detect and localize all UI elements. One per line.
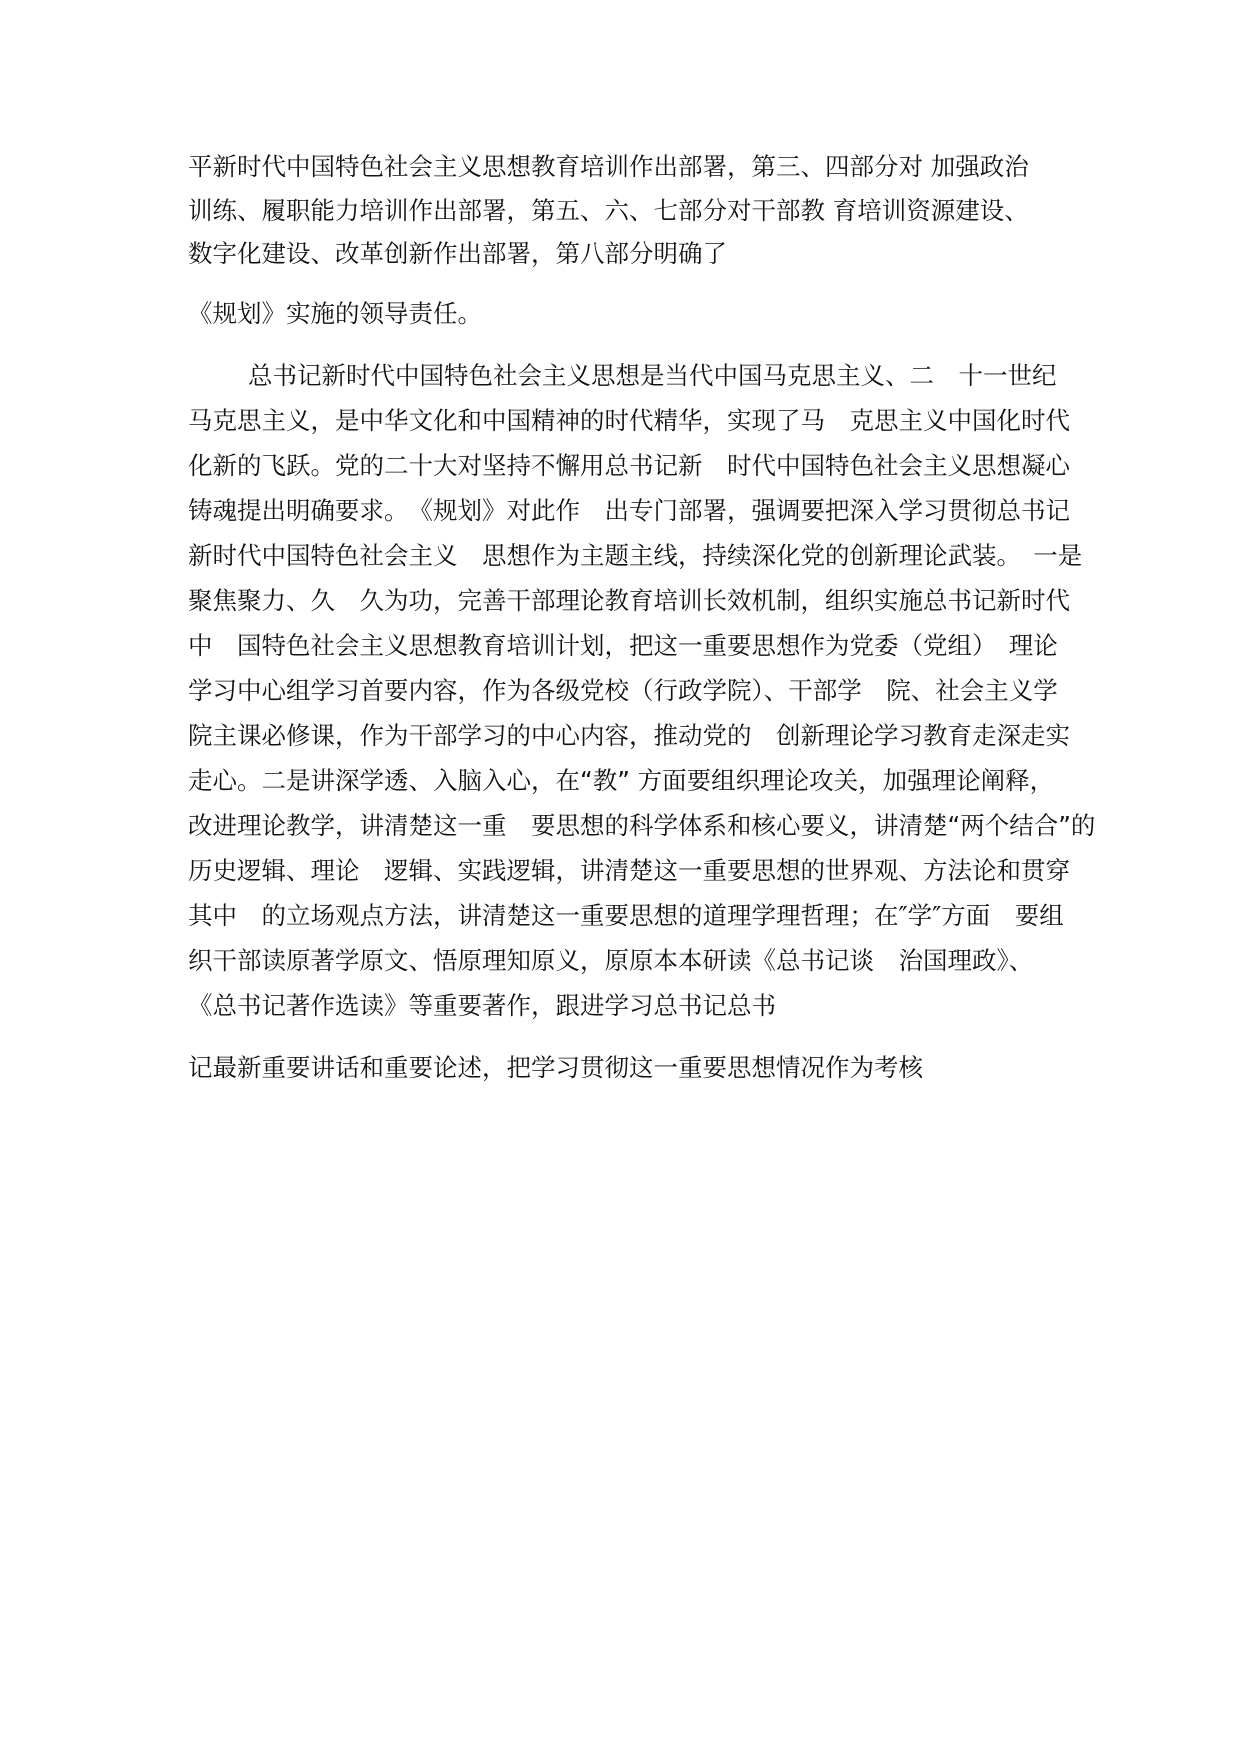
text-line: 中 国特色社会主义思想教育培训计划，把这一重要思想作为党委（党组） 理论 [188, 631, 1058, 660]
text-line: 铸魂提出明确要求。 《规划》对此作 出专门部署，强调要把深入学习贯彻总书记 [188, 496, 1070, 525]
text-line: 数字化建设、改革创新作出部署，第八部分明确了 [188, 239, 727, 268]
text-line: 走心。二是讲深学透、入脑入心，在“教” 方面要组织理论攻关，加强理论阐释， [188, 766, 1055, 795]
text-line: 《规划》实施的领导责任。 [188, 299, 482, 328]
text-line: 织干部读原著学原文、悟原理知原义，原原本本研读《总书记谈 治国理政》、 [188, 946, 1034, 975]
text-line: 《总书记著作选读》等重要著作，跟进学习总书记总书 [188, 991, 776, 1020]
text-line: 新时代中国特色社会主义 思想作为主题主线，持续深化党的创新理论武装。 一是 [188, 541, 1083, 570]
text-line: 化新的飞跃。党的二十大对坚持不懈用总书记新 时代中国特色社会主义思想凝心 [188, 451, 1070, 480]
text-line: 历史逻辑、理论 逻辑、实践逻辑，讲清楚这一重要思想的世界观、方法论和贯穿 [188, 856, 1070, 885]
text-line: 其中 的立场观点方法，讲清楚这一重要思想的道理学理哲理；在″学″方面 要组 [188, 901, 1064, 930]
text-line: 马克思主义，是中华文化和中国精神的时代精华，实现了马 克思主义中国化时代 [188, 406, 1070, 435]
text-line: 记最新重要讲话和重要论述，把学习贯彻这一重要思想情况作为考核 [188, 1053, 923, 1082]
text-line: 院主课必修课，作为干部学习的中心内容，推动党的 创新理论学习教育走深走实 [188, 721, 1070, 750]
text-line: 平新时代中国特色社会主义思想教育培训作出部署，第三、四部分对 加强政治 [188, 152, 1029, 181]
text-line: 改进理论教学，讲清楚这一重 要思想的科学体系和核心要义，讲清楚“两个结合”的 [188, 811, 1096, 840]
text-line: 聚焦聚力、久 久为功，完善干部理论教育培训长效机制，组织实施总书记新时代 [188, 586, 1070, 615]
paragraph-first-line: 总书记新时代中国特色社会主义思想是当代中国马克思主义、二 十一世纪 [248, 361, 1057, 390]
text-line: 学习中心组学习首要内容，作为各级党校（行政学院）、干部学 院、社会主义学 [188, 676, 1058, 705]
text-line: 训练、履职能力培训作出部署，第五、六、七部分对干部教 育培训资源建设、 [188, 196, 1029, 225]
